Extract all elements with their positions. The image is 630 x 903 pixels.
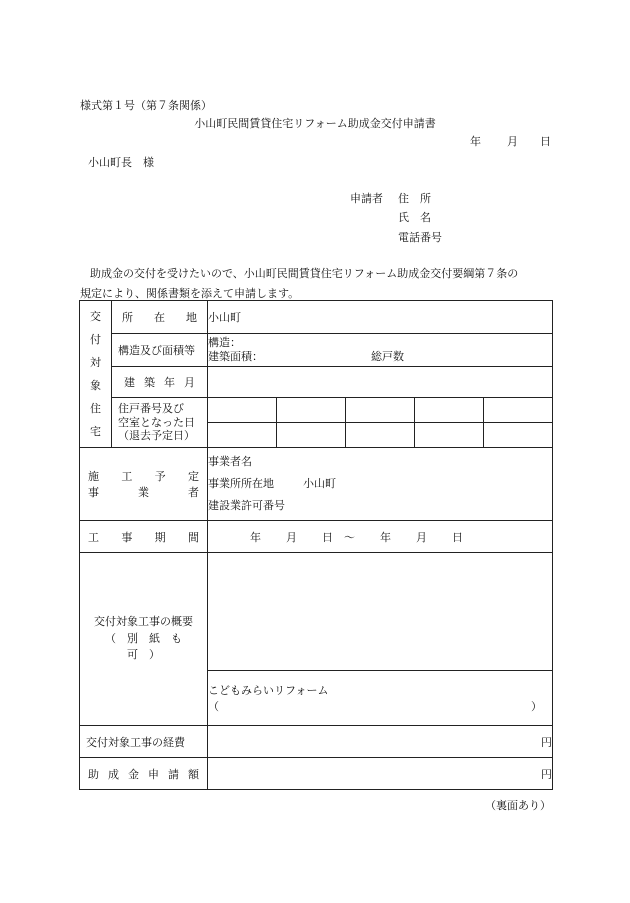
contractor-address-value: 小山町 [303, 477, 336, 490]
work-cost-field[interactable] [208, 726, 553, 758]
contractor-label: 施 工 予 定 事 業 者 [80, 448, 208, 521]
intro-line-2: 規定により、関係書類を添えて申請します。 [80, 287, 300, 300]
structure-field[interactable] [208, 334, 553, 367]
document-title: 小山町民間賃貸住宅リフォーム助成金交付申請書 [194, 117, 436, 130]
period-start-month: 月 [286, 530, 297, 544]
kodomo-mirai-field[interactable] [208, 671, 553, 726]
kodomo-mirai-label: こどもみらいリフォーム [208, 684, 329, 697]
intro-line-1: 助成金の交付を受けたいので、小山町民間賃貸住宅リフォーム助成金交付要綱第７条の [90, 267, 519, 280]
work-overview-field[interactable] [208, 553, 553, 671]
work-overview-label: 交付対象工事の概要 （ 別 紙 も 可 ） [80, 553, 208, 726]
unit-cell[interactable] [208, 398, 277, 423]
unit-cell[interactable] [346, 398, 415, 423]
contractor-license-label: 建設業許可番号 [208, 499, 285, 512]
period-separator: ～ [344, 530, 355, 544]
paren-close: ） [531, 700, 543, 713]
unit-vacancy-label: 住戸番号及び 空室となった日 （退去予定日） [112, 398, 208, 448]
period-end-month: 月 [416, 530, 427, 544]
work-cost-unit: 円 [541, 735, 553, 749]
units-value: 総戸数 [371, 350, 404, 363]
area-value: 建築面積： [208, 350, 263, 363]
applicant-label: 申請者 [350, 192, 383, 205]
structure-label: 構造及び面積等 [112, 334, 208, 367]
addressee: 小山町長 様 [88, 156, 154, 169]
paren-open: （ [208, 700, 219, 713]
structure-value: 構造： [208, 336, 241, 350]
contractor-name-label: 事業者名 [208, 455, 252, 468]
date-day-label: 日 [540, 135, 551, 148]
vacancy-date-cell[interactable] [484, 423, 553, 448]
work-cost-label: 交付対象工事の経費 [80, 726, 208, 758]
period-start-day: 日 [322, 530, 333, 544]
grant-amount-unit: 円 [541, 767, 553, 781]
unit-cell[interactable] [277, 398, 346, 423]
construction-period-field[interactable] [208, 521, 553, 553]
unit-cell[interactable] [484, 398, 553, 423]
location-value-field[interactable]: 小山町 [208, 301, 553, 334]
vacancy-date-cell[interactable] [277, 423, 346, 448]
vacancy-date-cell[interactable] [415, 423, 484, 448]
built-date-label: 建 築 年 月 [112, 367, 208, 398]
applicant-name-label: 氏 名 [398, 211, 431, 224]
unit-cell[interactable] [415, 398, 484, 423]
period-end-year: 年 [380, 530, 391, 544]
period-end-day: 日 [452, 530, 463, 544]
date-year-label: 年 [470, 135, 481, 148]
contractor-address-label: 事業所所在地 [208, 477, 274, 490]
applicant-address-label: 住 所 [398, 192, 431, 205]
vacancy-date-cell[interactable] [208, 423, 277, 448]
vacancy-date-cell[interactable] [346, 423, 415, 448]
date-month-label: 月 [507, 135, 518, 148]
target-housing-group-label: 交 付 対 象 住 宅 [80, 301, 112, 448]
form-id: 様式第１号（第７条関係） [80, 99, 212, 112]
back-side-note: （裏面あり） [485, 799, 551, 812]
applicant-phone-label: 電話番号 [398, 231, 442, 244]
contractor-field[interactable] [208, 448, 553, 521]
location-label: 所 在 地 [112, 301, 208, 334]
construction-period-label: 工 事 期 間 [80, 521, 208, 553]
built-date-field[interactable] [208, 367, 553, 398]
period-start-year: 年 [250, 530, 261, 544]
grant-amount-field[interactable] [208, 758, 553, 790]
application-table [79, 300, 553, 790]
grant-amount-label: 助 成 金 申 請 額 [80, 758, 208, 790]
